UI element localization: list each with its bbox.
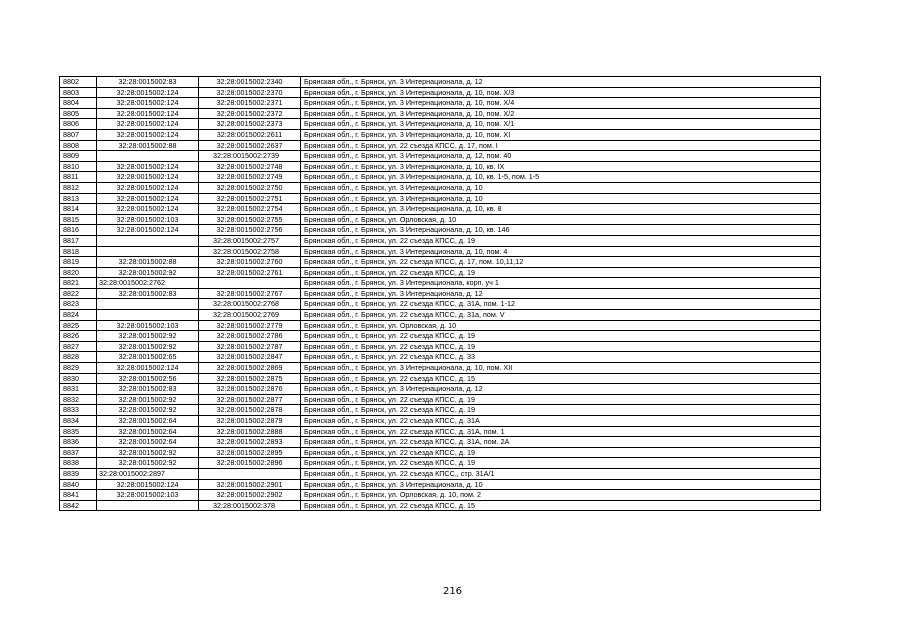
cadastral-number-cell: 32:28:0015002:2769 <box>199 310 301 321</box>
cadastral-number-cell: 32:28:0015002:2896 <box>199 458 301 469</box>
address-cell: Брянская обл., г. Брянск, ул. 22 съезда КПСС, д. 15 <box>301 500 821 511</box>
table-row <box>60 341 821 352</box>
row-number-cell: 8828 <box>60 352 97 363</box>
table-row <box>60 267 821 278</box>
cadastral-number-cell: 32:28:0015002:2611 <box>199 129 301 140</box>
address-cell: Брянская обл., г. Брянск, ул. 3 Интернационала, д. 12 <box>301 77 821 88</box>
table-row <box>60 437 821 448</box>
table-row <box>60 204 821 215</box>
cadastral-number-cell: 32:28:0015002:2756 <box>199 225 301 236</box>
parent-cadastral-number-cell <box>97 299 199 310</box>
cadastral-number-cell: 32:28:0015002:2373 <box>199 119 301 130</box>
row-number-cell: 8827 <box>60 341 97 352</box>
cadastral-number-cell: 32:28:0015002:2370 <box>199 87 301 98</box>
address-cell: Брянская обл., г. Брянск, ул. 22 съезда КПСС, д. 31А <box>301 416 821 427</box>
parent-cadastral-number-cell: 32:28:0015002:83 <box>97 288 199 299</box>
cadastral-number-cell: 32:28:0015002:2371 <box>199 98 301 109</box>
address-cell: Брянская обл., г. Брянск, ул. 22 съезда КПСС, д. 17, пом. I <box>301 140 821 151</box>
cadastral-number-cell: 32:28:0015002:2876 <box>199 384 301 395</box>
row-number-cell: 8806 <box>60 119 97 130</box>
address-cell: Брянская обл., г. Брянск, ул. 3 Интернационала, д. 10, кв. 1-5, пом. 1-5 <box>301 172 821 183</box>
table-row <box>60 246 821 257</box>
row-number-cell: 8837 <box>60 447 97 458</box>
table-row <box>60 98 821 109</box>
address-cell: Брянская обл., г. Брянск, ул. 3 Интернационала, д. 10, пом. XII <box>301 363 821 374</box>
cadastral-number-cell: 32:28:0015002:2875 <box>199 373 301 384</box>
table-row <box>60 363 821 374</box>
row-number-cell: 8830 <box>60 373 97 384</box>
parent-cadastral-number-cell: 32:28:0015002:83 <box>97 77 199 88</box>
table-row <box>60 373 821 384</box>
row-number-cell: 8818 <box>60 246 97 257</box>
table-row <box>60 331 821 342</box>
table-row <box>60 161 821 172</box>
row-number-cell: 8836 <box>60 437 97 448</box>
cadastral-number-cell: 32:28:0015002:2637 <box>199 140 301 151</box>
cadastral-number-cell: 32:28:0015002:2758 <box>199 246 301 257</box>
address-cell: Брянская обл., г. Брянск, ул. 22 съезда КПСС, д. 19 <box>301 235 821 246</box>
cadastral-number-cell: 32:28:0015002:2768 <box>199 299 301 310</box>
table-row <box>60 468 821 479</box>
parent-cadastral-number-cell: 32:28:0015002:92 <box>97 458 199 469</box>
row-number-cell: 8829 <box>60 363 97 374</box>
address-cell: Брянская обл., г. Брянск, ул. 3 Интернационала, д. 10, кв. 8 <box>301 204 821 215</box>
row-number-cell: 8817 <box>60 235 97 246</box>
cadastral-number-cell: 32:28:0015002:2878 <box>199 405 301 416</box>
row-number-cell: 8804 <box>60 98 97 109</box>
parent-cadastral-number-cell: 32:28:0015002:124 <box>97 98 199 109</box>
address-cell: Брянская обл., г. Брянск, ул. 22 съезда КПСС, д. 19 <box>301 267 821 278</box>
table-row <box>60 479 821 490</box>
parent-cadastral-number-cell: 32:28:0015002:88 <box>97 257 199 268</box>
table-row <box>60 182 821 193</box>
address-cell: Брянская обл., г. Брянск, ул. 22 съезда КПСС, д. 31А, пом. 1-12 <box>301 299 821 310</box>
address-cell: Брянская обл., г. Брянск, ул. 22 съезда КПСС,, стр. 31А/1 <box>301 468 821 479</box>
address-cell: Брянская обл., г. Брянск, ул. 3 Интернационала, д. 10 <box>301 479 821 490</box>
table-row <box>60 405 821 416</box>
row-number-cell: 8805 <box>60 108 97 119</box>
table-row <box>60 394 821 405</box>
parent-cadastral-number-cell: 32:28:0015002:65 <box>97 352 199 363</box>
table-row <box>60 320 821 331</box>
row-number-cell: 8838 <box>60 458 97 469</box>
parent-cadastral-number-cell: 32:28:0015002:92 <box>97 394 199 405</box>
address-cell: Брянская обл., г. Брянск, ул. Орловская, д. 10, пом. 2 <box>301 490 821 501</box>
row-number-cell: 8841 <box>60 490 97 501</box>
row-number-cell: 8816 <box>60 225 97 236</box>
cadastral-number-cell: 32:28:0015002:2340 <box>199 77 301 88</box>
cadastral-number-cell: 32:28:0015002:378 <box>199 500 301 511</box>
table-row <box>60 214 821 225</box>
cadastral-number-cell: 32:28:0015002:2901 <box>199 479 301 490</box>
cadastral-number-cell: 32:28:0015002:2877 <box>199 394 301 405</box>
table-row <box>60 193 821 204</box>
parent-cadastral-number-cell <box>97 500 199 511</box>
cadastral-number-cell: 32:28:0015002:2755 <box>199 214 301 225</box>
parent-cadastral-number-cell: 32:28:0015002:64 <box>97 426 199 437</box>
table-row <box>60 119 821 130</box>
row-number-cell: 8809 <box>60 151 97 162</box>
row-number-cell: 8810 <box>60 161 97 172</box>
table-row <box>60 129 821 140</box>
row-number-cell: 8819 <box>60 257 97 268</box>
address-cell: Брянская обл., г. Брянск, ул. 22 съезда КПСС, д. 19 <box>301 394 821 405</box>
cadastral-number-cell: 32:28:0015002:2893 <box>199 437 301 448</box>
parent-cadastral-number-cell: 32:28:0015002:2762 <box>97 278 199 289</box>
address-cell: Брянская обл., г. Брянск, ул. 3 Интернационала, д. 10, пом. 4 <box>301 246 821 257</box>
table-row <box>60 447 821 458</box>
row-number-cell: 8808 <box>60 140 97 151</box>
table-row <box>60 257 821 268</box>
row-number-cell: 8802 <box>60 77 97 88</box>
parent-cadastral-number-cell: 32:28:0015002:124 <box>97 129 199 140</box>
address-cell: Брянская обл., г. Брянск, ул. 22 съезда КПСС, д. 31А, пом. 1 <box>301 426 821 437</box>
parent-cadastral-number-cell: 32:28:0015002:92 <box>97 341 199 352</box>
table-row <box>60 288 821 299</box>
address-cell: Брянская обл., г. Брянск, ул. 22 съезда КПСС, д. 31А, пом. 2А <box>301 437 821 448</box>
cadastral-number-cell: 32:28:0015002:2902 <box>199 490 301 501</box>
row-number-cell: 8815 <box>60 214 97 225</box>
row-number-cell: 8834 <box>60 416 97 427</box>
row-number-cell: 8803 <box>60 87 97 98</box>
cadastral-number-cell <box>199 278 301 289</box>
parent-cadastral-number-cell: 32:28:0015002:124 <box>97 193 199 204</box>
cadastral-number-cell <box>199 468 301 479</box>
table-row <box>60 225 821 236</box>
address-cell: Брянская обл., г. Брянск, ул. 3 Интернационала, корп. уч 1 <box>301 278 821 289</box>
parent-cadastral-number-cell: 32:28:0015002:124 <box>97 108 199 119</box>
address-cell: Брянская обл., г. Брянск, ул. 22 съезда КПСС, д. 19 <box>301 405 821 416</box>
parent-cadastral-number-cell: 32:28:0015002:103 <box>97 320 199 331</box>
table-row <box>60 384 821 395</box>
page-number: 216 <box>442 586 463 597</box>
row-number-cell: 8811 <box>60 172 97 183</box>
property-register-table <box>59 76 821 511</box>
parent-cadastral-number-cell: 32:28:0015002:92 <box>97 447 199 458</box>
row-number-cell: 8812 <box>60 182 97 193</box>
address-cell: Брянская обл., г. Брянск, ул. 22 съезда КПСС, д. 19 <box>301 458 821 469</box>
table-row <box>60 352 821 363</box>
row-number-cell: 8842 <box>60 500 97 511</box>
row-number-cell: 8824 <box>60 310 97 321</box>
cadastral-number-cell: 32:28:0015002:2767 <box>199 288 301 299</box>
address-cell: Брянская обл., г. Брянск, ул. Орловская, д. 10 <box>301 214 821 225</box>
address-cell: Брянская обл., г. Брянск, ул. 22 съезда КПСС, д. 31а, пом. V <box>301 310 821 321</box>
address-cell: Брянская обл., г. Брянск, ул. 22 съезда КПСС, д. 15 <box>301 373 821 384</box>
row-number-cell: 8831 <box>60 384 97 395</box>
parent-cadastral-number-cell <box>97 310 199 321</box>
table-row <box>60 426 821 437</box>
table-row <box>60 310 821 321</box>
address-cell: Брянская обл., г. Брянск, ул. 3 Интернационала, д. 10 <box>301 193 821 204</box>
parent-cadastral-number-cell: 32:28:0015002:92 <box>97 405 199 416</box>
address-cell: Брянская обл., г. Брянск, ул. 3 Интернационала, д. 10 <box>301 182 821 193</box>
address-cell: Брянская обл., г. Брянск, ул. Орловская, д. 10 <box>301 320 821 331</box>
row-number-cell: 8820 <box>60 267 97 278</box>
cadastral-number-cell: 32:28:0015002:2750 <box>199 182 301 193</box>
parent-cadastral-number-cell <box>97 235 199 246</box>
address-cell: Брянская обл., г. Брянск, ул. 22 съезда КПСС, д. 19 <box>301 447 821 458</box>
cadastral-number-cell: 32:28:0015002:2787 <box>199 341 301 352</box>
address-cell: Брянская обл., г. Брянск, ул. 3 Интернационала, д. 10, кв. IX <box>301 161 821 172</box>
cadastral-number-cell: 32:28:0015002:2895 <box>199 447 301 458</box>
table-row <box>60 235 821 246</box>
cadastral-number-cell: 32:28:0015002:2749 <box>199 172 301 183</box>
parent-cadastral-number-cell: 32:28:0015002:2897 <box>97 468 199 479</box>
parent-cadastral-number-cell: 32:28:0015002:124 <box>97 87 199 98</box>
cadastral-number-cell: 32:28:0015002:2786 <box>199 331 301 342</box>
parent-cadastral-number-cell: 32:28:0015002:64 <box>97 416 199 427</box>
cadastral-number-cell: 32:28:0015002:2372 <box>199 108 301 119</box>
parent-cadastral-number-cell <box>97 246 199 257</box>
cadastral-number-cell: 32:28:0015002:2760 <box>199 257 301 268</box>
table-row <box>60 87 821 98</box>
address-cell: Брянская обл., г. Брянск, ул. 22 съезда КПСС, д. 19 <box>301 341 821 352</box>
row-number-cell: 8823 <box>60 299 97 310</box>
cadastral-number-cell: 32:28:0015002:2779 <box>199 320 301 331</box>
row-number-cell: 8839 <box>60 468 97 479</box>
row-number-cell: 8832 <box>60 394 97 405</box>
cadastral-number-cell: 32:28:0015002:2869 <box>199 363 301 374</box>
parent-cadastral-number-cell <box>97 151 199 162</box>
parent-cadastral-number-cell: 32:28:0015002:124 <box>97 363 199 374</box>
parent-cadastral-number-cell: 32:28:0015002:92 <box>97 267 199 278</box>
parent-cadastral-number-cell: 32:28:0015002:124 <box>97 172 199 183</box>
cadastral-number-cell: 32:28:0015002:2754 <box>199 204 301 215</box>
parent-cadastral-number-cell: 32:28:0015002:88 <box>97 140 199 151</box>
row-number-cell: 8833 <box>60 405 97 416</box>
address-cell: Брянская обл., г. Брянск, ул. 3 Интернационала, д. 12 <box>301 288 821 299</box>
table-row <box>60 490 821 501</box>
table-row <box>60 416 821 427</box>
cadastral-number-cell: 32:28:0015002:2757 <box>199 235 301 246</box>
table-row <box>60 77 821 88</box>
parent-cadastral-number-cell: 32:28:0015002:103 <box>97 490 199 501</box>
address-cell: Брянская обл., г. Брянск, ул. 3 Интернационала, д. 12 <box>301 384 821 395</box>
cadastral-number-cell: 32:28:0015002:2847 <box>199 352 301 363</box>
address-cell: Брянская обл., г. Брянск, ул. 3 Интернационала, д. 10, пом. Х/3 <box>301 87 821 98</box>
row-number-cell: 8825 <box>60 320 97 331</box>
row-number-cell: 8835 <box>60 426 97 437</box>
cadastral-number-cell: 32:28:0015002:2748 <box>199 161 301 172</box>
cadastral-number-cell: 32:28:0015002:2888 <box>199 426 301 437</box>
table-body <box>60 77 821 511</box>
row-number-cell: 8814 <box>60 204 97 215</box>
address-cell: Брянская обл., г. Брянск, ул. 3 Интернационала, д. 10, пом. Х/2 <box>301 108 821 119</box>
parent-cadastral-number-cell: 32:28:0015002:124 <box>97 225 199 236</box>
table-row <box>60 278 821 289</box>
address-cell: Брянская обл., г. Брянск, ул. 22 съезда КПСС, д. 19 <box>301 331 821 342</box>
row-number-cell: 8840 <box>60 479 97 490</box>
row-number-cell: 8822 <box>60 288 97 299</box>
address-cell: Брянская обл., г. Брянск, ул. 22 съезда КПСС, д. 17, пом. 10,11,12 <box>301 257 821 268</box>
cadastral-number-cell: 32:28:0015002:2751 <box>199 193 301 204</box>
table-row <box>60 299 821 310</box>
parent-cadastral-number-cell: 32:28:0015002:103 <box>97 214 199 225</box>
parent-cadastral-number-cell: 32:28:0015002:124 <box>97 161 199 172</box>
parent-cadastral-number-cell: 32:28:0015002:124 <box>97 119 199 130</box>
address-cell: Брянская обл., г. Брянск, ул. 3 Интернационала, д. 10, кв. 146 <box>301 225 821 236</box>
table-row <box>60 108 821 119</box>
address-cell: Брянская обл., г. Брянск, ул. 3 Интернационала, д. 12, пом. 40 <box>301 151 821 162</box>
parent-cadastral-number-cell: 32:28:0015002:92 <box>97 331 199 342</box>
table-row <box>60 500 821 511</box>
row-number-cell: 8821 <box>60 278 97 289</box>
address-cell: Брянская обл., г. Брянск, ул. 3 Интернационала, д. 10, пом. Х/4 <box>301 98 821 109</box>
cadastral-number-cell: 32:28:0015002:2879 <box>199 416 301 427</box>
table-row <box>60 151 821 162</box>
parent-cadastral-number-cell: 32:28:0015002:56 <box>97 373 199 384</box>
address-cell: Брянская обл., г. Брянск, ул. 22 съезда КПСС, д. 33 <box>301 352 821 363</box>
row-number-cell: 8826 <box>60 331 97 342</box>
address-cell: Брянская обл., г. Брянск, ул. 3 Интернационала, д. 10, пом. XI <box>301 129 821 140</box>
row-number-cell: 8813 <box>60 193 97 204</box>
parent-cadastral-number-cell: 32:28:0015002:124 <box>97 182 199 193</box>
table-row <box>60 458 821 469</box>
table-row <box>60 172 821 183</box>
parent-cadastral-number-cell: 32:28:0015002:64 <box>97 437 199 448</box>
parent-cadastral-number-cell: 32:28:0015002:124 <box>97 479 199 490</box>
cadastral-number-cell: 32:28:0015002:2739 <box>199 151 301 162</box>
cadastral-number-cell: 32:28:0015002:2761 <box>199 267 301 278</box>
address-cell: Брянская обл., г. Брянск, ул. 3 Интернационала, д. 10, пом. Х/1 <box>301 119 821 130</box>
parent-cadastral-number-cell: 32:28:0015002:124 <box>97 204 199 215</box>
row-number-cell: 8807 <box>60 129 97 140</box>
table-row <box>60 140 821 151</box>
parent-cadastral-number-cell: 32:28:0015002:83 <box>97 384 199 395</box>
